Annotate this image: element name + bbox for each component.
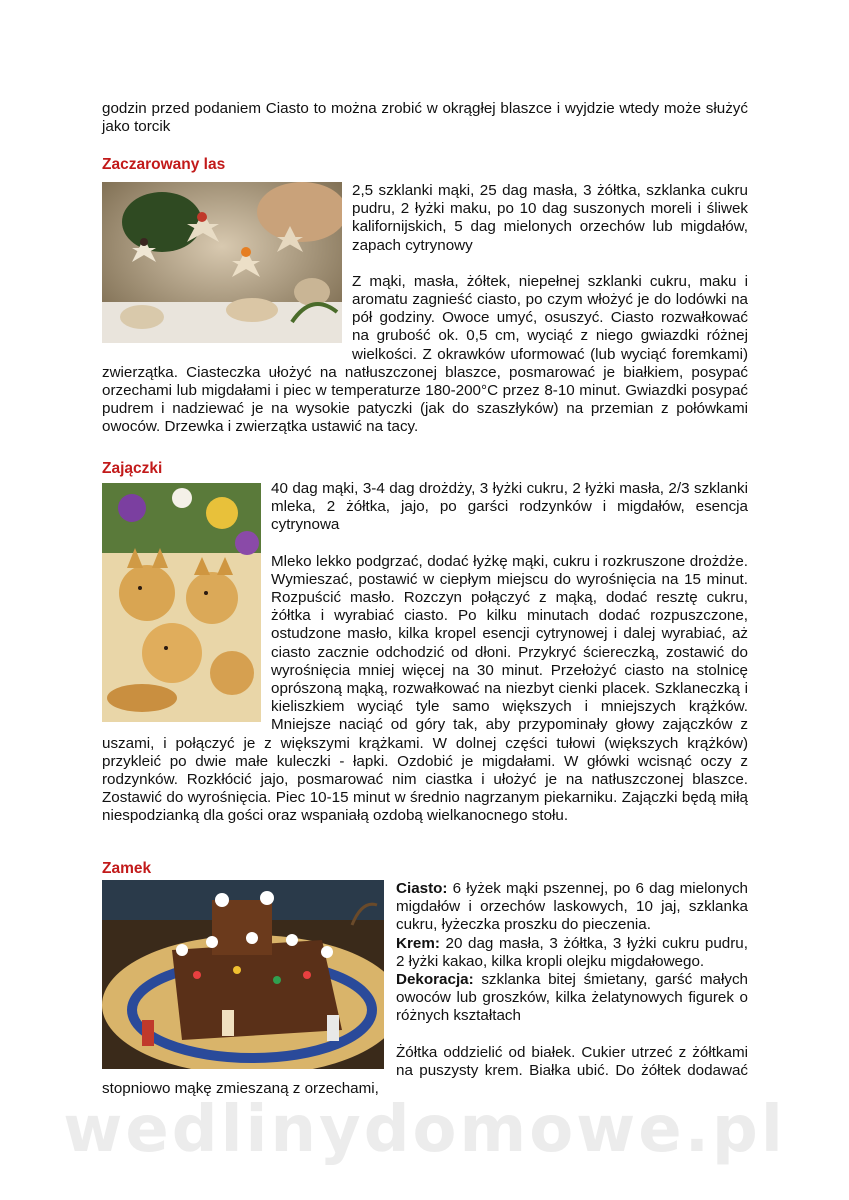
intro-text: godzin przed podaniem Ciasto to można zrobić w okrągłej blaszce i wyjdzie wtedy może służyć jako torcik	[102, 100, 748, 136]
recipe-title-zaczarowany-las: Zaczarowany las	[102, 156, 226, 173]
ciasto-text: 6 łyżek mąki pszennej, po 6 dag mielonych migdałów i orzechów laskowych, 10 jaj, szklanka cukru, łyżeczka proszku do pieczenia.	[396, 880, 748, 934]
bunny-buns-photo	[102, 483, 261, 722]
recipe-title-zamek: Zamek	[102, 860, 152, 877]
recipe-zamek	[102, 880, 748, 1098]
ingredients-text: 2,5 szklanki mąki, 25 dag masła, 3 żółtka, szklanka cukru pudru, 2 łyżki maku, po 10 dag suszonych moreli i śliwek kalifornijskich, 5 dag mielonych orzechów lub migdałów, zapach cytrynowy	[352, 182, 748, 254]
intro-paragraph	[102, 100, 748, 136]
dekoracja-text: szklanka bitej śmietany, garść małych owoców lub groszków, kilka żelatynowych figurek o różnych kształtach	[396, 971, 748, 1025]
instructions-text: Żółtka oddzielić od białek. Cukier utrzeć z żółtkami na puszysty krem. Białka ubić. Do żółtek dodawać stopniowo mąkę zmieszaną z orzechami,	[102, 1043, 748, 1098]
instructions-text: Mleko lekko podgrzać, dodać łyżkę mąki, cukru i rozkruszone drożdże. Wymieszać, postawić w ciepłym miejscu do wyrośnięcia na 15 minut. Rozpuścić masło. Rozczyn połączyć z mąką, dodać resztę cukru, żółtka i wyrabiać ciasto. Po kilku minutach dodać rozpuszczone, ostudzone masło, kilka kropel esencji cytrynowej i dalej wyrabiać, aż ciasto zacznie odchodzić od dłoni. Przykryć ściereczką, zostawić do wyrośnięcia mniej więcej na 30 minut. Przełożyć ciasto na stolnicę oprószoną mąką, rozwałkować na niezbyt cienki placek. Szklaneczką i kieliszkiem wyciąć tyle samo większych i mniejszych krążków. Mniejsze naciąć od góry tak, aby przypominały głowy zajączków z uszami, i połączyć je z większymi krążkami. W dolnej części tułowi (większych krążków) przykleić po dwie małe kuleczki - łapki. Ozdobić je migdałami. W główki wcisnąć oczy z rodzynków. Rozkłócić jajo, posmarować nim ciastka i ułożyć je na natłuszczonej blaszce. Zostawić do wyrośnięcia. Piec 10-15 minut w średnio nagrzanym piekarniku. Zajączki będą miłą niespodzianką dla gości oraz wspaniałą ozdobą wielkanocnego stołu.	[102, 552, 748, 825]
krem-text: 20 dag masła, 3 żółtka, 3 łyżki cukru pudru, 2 łyżki kakao, kilka kropli olejku migdałowego.	[396, 934, 748, 970]
ingredients-text: 40 dag mąki, 3-4 dag drożdży, 3 łyżki cukru, 2 łyżki masła, 2/3 szklanki mleka, 2 żółtka, jajo, po garści rodzynków i migdałów, esencja cytrynowa	[271, 480, 748, 534]
dekoracja-label: Dekoracja:	[396, 971, 474, 989]
cookies-forest-photo	[102, 182, 342, 343]
castle-cake-photo	[102, 880, 384, 1069]
instructions-text: Z mąki, masła, żółtek, niepełnej szklanki cukru, maku i aromatu zagnieść ciasto, po czym włożyć je do lodówki na pół godziny. Owoce umyć, osuszyć. Ciasto rozwałkować na grubość ok. 0,5 cm, wyciąć z niego gwiazdki różnej wielkości. Z okrawków uformować (lub wyciąć foremkami) zwierzątka. Ciasteczka ułożyć na natłuszczonej blaszce, posmarować je białkiem, posypać orzechami lub migdałami i piec w temperaturze 180-200°C przez 8-10 minut. Gwiazdki posypać pudrem i nadziewać je na wysokie patyczki (jak do szaszłyków) na przemian z połówkami owoców. Drzewka i zwierzątka ustawić na tacy.	[102, 272, 748, 436]
recipe-zajaczki	[102, 480, 748, 826]
ciasto-label: Ciasto:	[396, 880, 448, 897]
recipe-zaczarowany-las	[102, 182, 748, 437]
watermark: wedlinydomowe.pl	[63, 1093, 786, 1167]
recipe-title-zajaczki: Zajączki	[102, 460, 163, 477]
krem-label: Krem:	[396, 934, 440, 952]
